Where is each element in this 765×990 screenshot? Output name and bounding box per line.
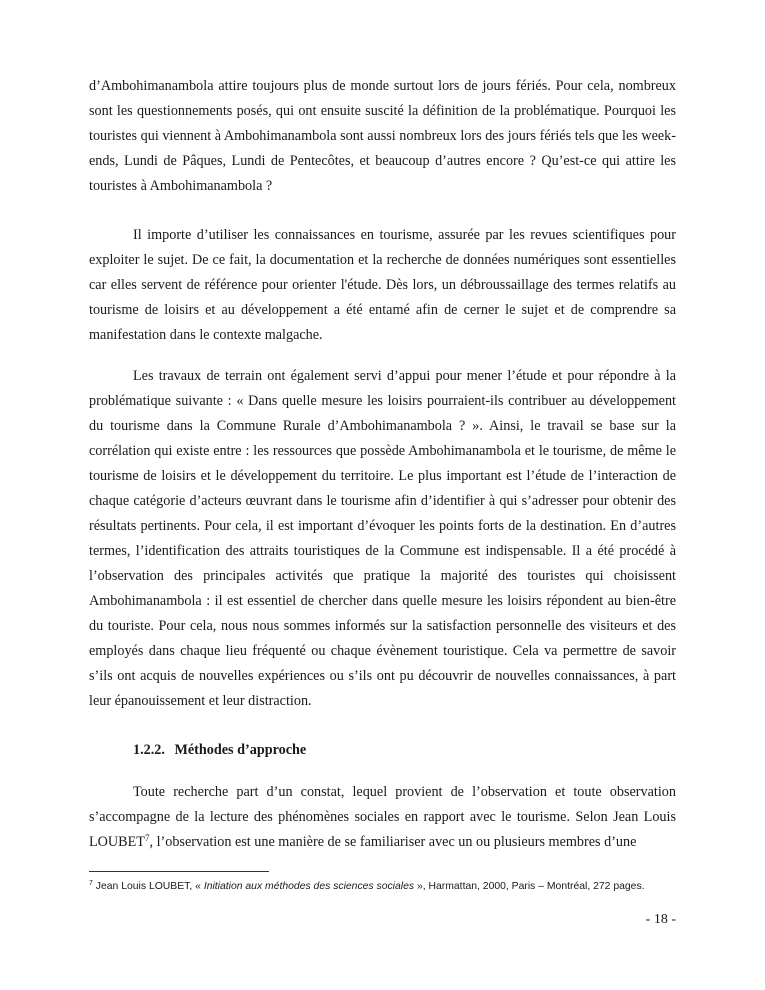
paragraph-4-text: Toute recherche part d’un constat, lequel provient de l’observation et toute observation s’accompagne de la lecture des phénomènes sociales en rapport avec le tourisme. Selon Jean Louis LOUBET	[89, 784, 676, 850]
paragraph-3: Les travaux de terrain ont également servi d’appui pour mener l’étude et pour répondre à la problématique suivante : « Dans quelle mesure les loisirs pourraient-ils contribuer au développement du tourisme dans la Commune Rurale d’Ambohimanambola ? ». Ainsi, le travail se base sur la corrélation qui existe entre : les ressources que possède Ambohimanambola et le tourisme, de même le tourisme de loisirs et le développement du territoire. Le plus important est l’étude de l’interaction de chaque catégorie d’acteurs œuvrant dans le tourisme afin d’identifier à qui s’adresser pour obtenir des résultats pertinents. Pour cela, il est important d’évoquer les points forts de la destination. En d’autres termes, l’identification des attraits touristiques de la Commune est indispensable. Il a été procédé à l’observation des principales activités que pratique la majorité des touristes qui choisissent Ambohimanambola : il est essentiel de chercher dans quelle mesure les loisirs répondent au bien-être du touriste. Pour cela, nous nous sommes informés sur la satisfaction personnelle des visiteurs et des employés dans chaque lieu fréquenté ou chaque évènement touristique. Cela va permettre de savoir s’ils ont acquis de nouvelles expériences ou s’ils ont pu découvrir de nouvelles connaissances, à part leur épanouissement et leur distraction.	[89, 368, 676, 709]
footnote-marker: 7	[89, 880, 93, 887]
section-number: 1.2.2.	[133, 742, 165, 758]
footnote	[89, 878, 679, 895]
footnote-title: Initiation aux méthodes des sciences sociales	[203, 881, 415, 892]
footnote-author: Jean Louis LOUBET, «	[95, 881, 201, 892]
paragraph-4	[89, 780, 676, 855]
section-heading	[133, 738, 306, 763]
paragraph-4-continuation: , l’observation est une manière de se familiariser avec un ou plusieurs membres d’une	[149, 834, 637, 850]
paragraph-2: Il importe d’utiliser les connaissances en tourisme, assurée par les revues scientifiques pour exploiter le sujet. De ce fait, la documentation et la recherche de données numériques sont essentielles car elles servent de référence pour orienter l'étude. Dès lors, un débroussaillage des termes relatifs au tourisme de loisirs et au développement a été entamé afin de cerner le sujet et de comprendre sa manifestation dans le contexte malgache.	[89, 227, 676, 343]
paragraph-1: d’Ambohimanambola attire toujours plus de monde surtout lors de jours fériés. Pour cela, nombreux sont les questionnements posés, qui ont ensuite suscité la définition de la problématique. Pourquoi les touristes qui viennent à Ambohimanambola sont aussi nombreux lors des jours fériés tels que les week-ends, Lundi de Pâques, Lundi de Pentecôtes, et beaucoup d’autres encore ? Qu’est-ce qui attire les touristes à Ambohimanambola ?	[89, 78, 676, 194]
footnote-reference[interactable]: 7	[144, 833, 150, 843]
footnote-publication: », Harmattan, 2000, Paris – Montréal, 272 pages.	[416, 881, 645, 892]
page-number: - 18 -	[645, 912, 676, 927]
section-title: Méthodes d’approche	[174, 742, 307, 758]
footnote-separator	[89, 871, 269, 872]
